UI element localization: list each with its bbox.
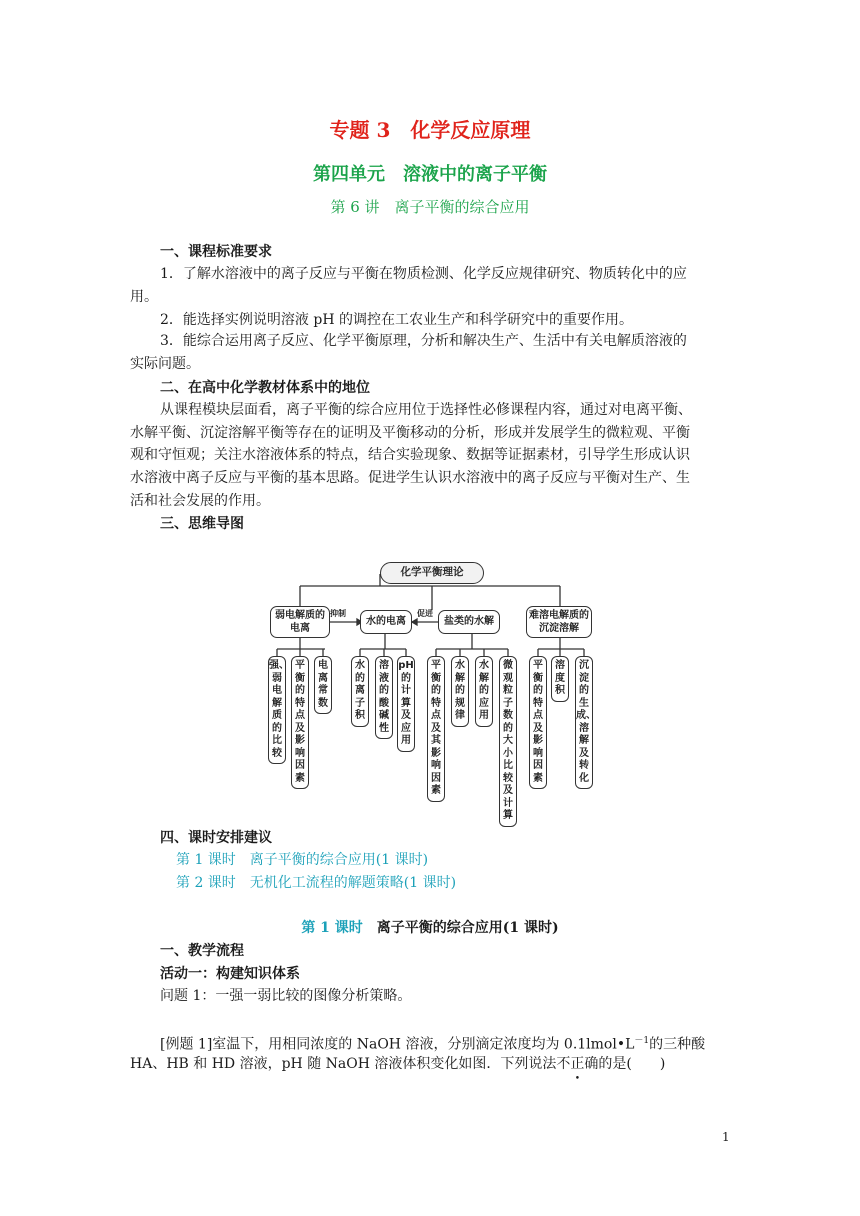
mindmap-node-salt-hydrolysis: 盐类的水解 [438,610,500,634]
standard-item-3: 3．能综合运用离子反应、化学平衡原理，分析和解决生产、生活中有关电解质溶液的 [160,333,687,349]
mind-map-diagram [260,556,605,821]
unit-title: 第四单元 溶液中的离子平衡 [313,164,547,185]
mindmap-leaf-particle-compare: 微观粒子数的大小比较及计算 [499,656,517,827]
position-text-line-1: 从课程模块层面看，离子平衡的综合应用位于选择性必修课程内容，通过对电离平衡、 [160,402,692,418]
mindmap-leaf-precipitation-conversion: 沉淀的生成、溶解及转化 [575,656,593,789]
lesson-title-text: 离子平衡的综合应用(1 课时) [362,920,559,936]
mindmap-leaf-ph-calc: pH的计算及应用 [397,656,415,752]
mindmap-leaf-equilibrium-factors-2: 平衡的特点及其影响因素 [427,656,445,802]
standard-item-1: 1．了解水溶液中的离子反应与平衡在物质检测、化学反应规律研究、物质转化中的应 [160,266,687,282]
mindmap-node-precipitation: 难溶电解质的沉淀溶解 [526,606,592,638]
mindmap-node-weak-electrolyte: 弱电解质的电离 [270,606,330,638]
mindmap-node-water-ionization: 水的电离 [360,610,412,634]
question-1: 问题 1：一强一弱比较的图像分析策略。 [160,988,412,1004]
section-3-title: 三、思维导图 [160,516,244,532]
schedule-item-1: 第 1 课时 离子平衡的综合应用(1 课时) [176,852,429,868]
mindmap-leaf-equilibrium-factors-1: 平衡的特点及影响因素 [291,656,309,789]
mindmap-leaf-hydrolysis-rules: 水解的规律 [451,656,469,727]
edge-label-promote: 促进 [417,609,433,618]
mindmap-leaf-ksp: 溶度积 [551,656,569,702]
mindmap-leaf-equilibrium-factors-3: 平衡的特点及影响因素 [529,656,547,789]
section-2-title: 二、在高中化学教材体系中的地位 [160,380,370,396]
lesson-title-session: 第 1 课时 [301,920,363,936]
edge-label-inhibit: 抑制 [330,609,346,618]
lecture-title: 第 6 讲 离子平衡的综合应用 [330,198,530,216]
example-1-text-b: 的三种酸 [649,1036,706,1053]
mindmap-leaf-strong-weak-compare: 强、弱电解质的比较 [268,656,286,764]
example-1-text-c: HA、HB 和 HD 溶液，pH 随 NaOH 溶液体积变化如图．下列说法 [130,1056,557,1072]
example-1-emphasis: 不正确 [556,1056,599,1072]
position-text-line-3: 观和守恒观；关注水溶液体系的特点，结合实验现象、数据等证据素材，引导学生形成认识 [130,447,690,463]
section-1-title: 一、课程标准要求 [160,244,272,260]
page-number: 1 [722,1130,730,1144]
mindmap-leaf-hydrolysis-use: 水解的应用 [475,656,493,727]
example-1-superscript: －1 [634,1036,650,1046]
mindmap-leaf-acidity: 溶液的酸碱性 [375,656,393,739]
schedule-item-2: 第 2 课时 无机化工流程的解题策略(1 课时) [176,875,457,891]
position-text-line-4: 水溶液中离子反应与平衡的基本思路。促进学生认识水溶液中的离子反应与平衡对生产、生 [130,470,690,486]
teaching-flow-title: 一、教学流程 [160,943,244,959]
position-text-line-2: 水解平衡、沉淀溶解平衡等存在的证明及平衡移动的分析，形成并发展学生的微粒观、平衡 [130,425,690,441]
example-1-text-a: [例题 1]室温下，用相同浓度的 NaOH 溶液，分别滴定浓度均为 0.1lmol•L [160,1036,635,1053]
topic-title: 专题 3 化学反应原理 [329,118,531,142]
lesson-title [0,917,860,937]
mindmap-leaf-ion-product: 水的离子积 [351,656,369,727]
example-1-line-2 [130,1053,665,1076]
activity-title: 活动一：构建知识体系 [160,966,300,982]
standard-item-1-cont: 用。 [130,289,158,305]
example-1-text-d: 的是( ) [598,1056,666,1072]
standard-item-3-cont: 实际问题。 [130,356,200,372]
position-text-line-5: 活和社会发展的作用。 [130,493,270,509]
section-4-title: 四、课时安排建议 [160,830,272,846]
mindmap-leaf-ionization-constant: 电离常数 [314,656,332,714]
standard-item-2: 2．能选择实例说明溶液 pH 的调控在工农业生产和科学研究中的重要作用。 [160,312,633,328]
mindmap-root-node: 化学平衡理论 [380,562,484,584]
